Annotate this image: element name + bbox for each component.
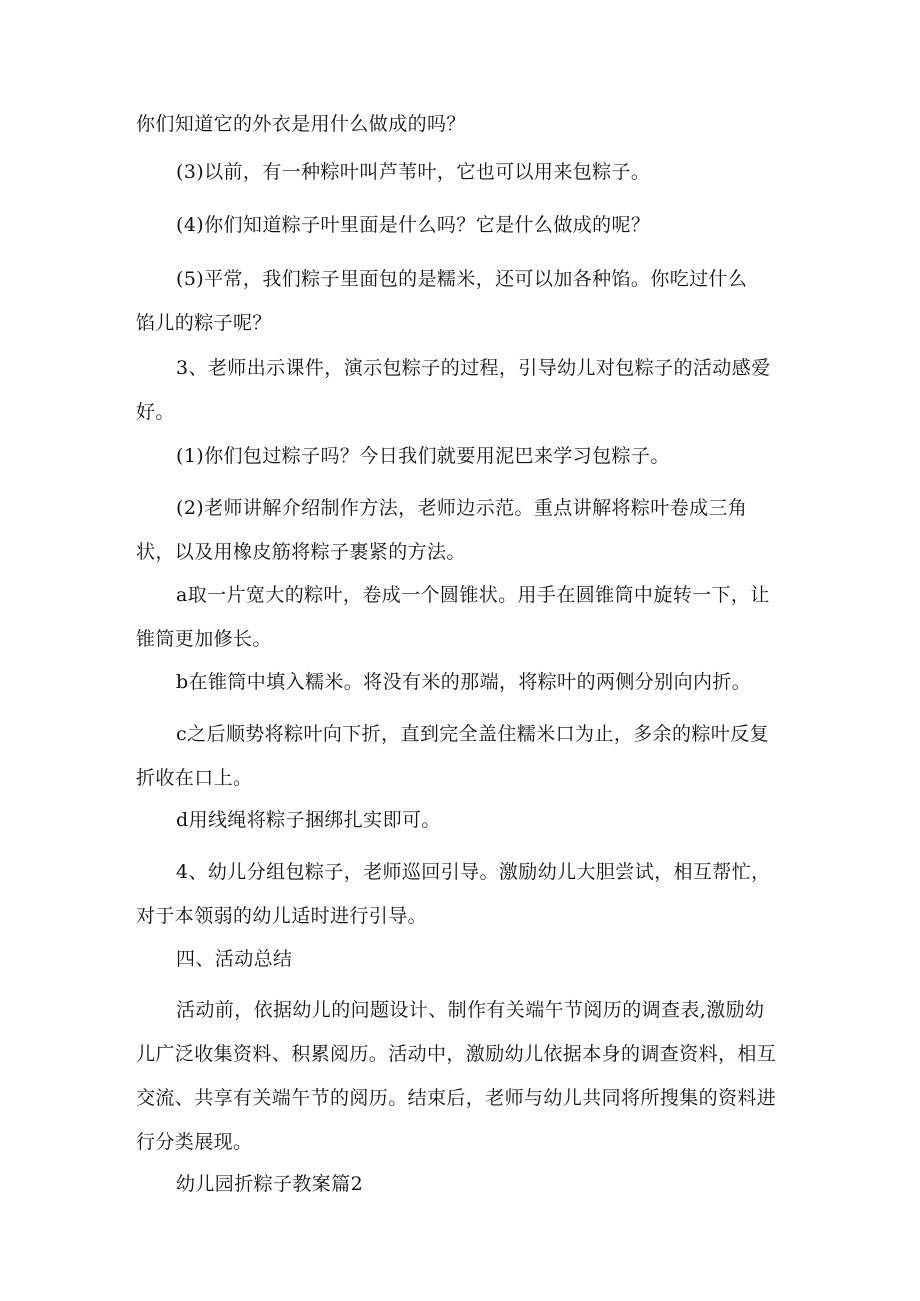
paragraph-step-c bbox=[136, 712, 796, 800]
text-line: d用线绳将粽子捆绑扎实即可。 bbox=[176, 809, 441, 831]
paragraph-step-d bbox=[136, 798, 796, 842]
paragraph-summary bbox=[136, 988, 796, 1164]
text-line: 锥筒更加修长。 bbox=[136, 628, 272, 650]
text-line: 活动前，依据幼儿的问题设计、制作有关端午节阅历的调查表,激励幼 bbox=[176, 999, 765, 1021]
text-line: 3、老师出示课件，演示包粽子的过程，引导幼儿对包粽子的活动感爱 bbox=[176, 357, 771, 379]
paragraph-item-1 bbox=[136, 434, 796, 478]
paragraph-step-b bbox=[136, 660, 796, 704]
text-line: 馅儿的粽子呢？ bbox=[136, 312, 272, 334]
text-line: c之后顺势将粽叶向下折，直到完全盖住糯米口为止，多余的粽叶反复 bbox=[176, 723, 770, 745]
text-line: (1)你们包过粽子吗？今日我们就要用泥巴来学习包粽子。 bbox=[176, 445, 670, 467]
text-line: (2)老师讲解介绍制作方法，老师边示范。重点讲解将粽叶卷成三角 bbox=[176, 497, 748, 519]
text-line: (4)你们知道粽子叶里面是什么吗？它是什么做成的呢？ bbox=[176, 214, 651, 236]
section-heading bbox=[136, 937, 796, 981]
text-line: (5)平常，我们粽子里面包的是糯米，还可以加各种馅。你吃过什么 bbox=[176, 268, 748, 290]
text-line: a取一片宽大的粽叶，卷成一个圆锥状。用手在圆锥筒中旋转一下，让 bbox=[176, 584, 770, 606]
text-line: 折收在口上。 bbox=[136, 767, 253, 789]
text-line: 4、幼儿分组包粽子，老师巡回引导。激励幼儿大胆尝试，相互帮忙， bbox=[176, 861, 771, 883]
text-line: 状，以及用橡皮筋将粽子裹紧的方法。 bbox=[136, 541, 466, 563]
paragraph-continuation bbox=[136, 102, 796, 146]
text-line: 交流、共享有关端午节的阅历。结束后，老师与幼儿共同将所搜集的资料进 bbox=[136, 1087, 777, 1109]
paragraph-item-4 bbox=[136, 203, 796, 247]
text-line: 儿广泛收集资料、积累阅历。活动中，激励幼儿依据本身的调查资料，相互 bbox=[136, 1043, 777, 1065]
paragraph-step-a bbox=[136, 573, 796, 661]
paragraph-item-2 bbox=[136, 486, 796, 574]
paragraph-item-5 bbox=[136, 257, 796, 345]
text-line: 幼儿园折粽子教案篇2 bbox=[176, 1173, 364, 1195]
paragraph-item-3 bbox=[136, 150, 796, 194]
text-line: 行分类展现。 bbox=[136, 1131, 253, 1153]
text-line: b在锥筒中填入糯米。将没有米的那端，将粽叶的两侧分别向内折。 bbox=[176, 671, 752, 693]
text-line: 对于本领弱的幼儿适时进行引导。 bbox=[136, 905, 428, 927]
text-line: 你们知道它的外衣是用什么做成的吗？ bbox=[136, 113, 466, 135]
text-line: 四、活动总结 bbox=[176, 948, 293, 970]
next-section-title bbox=[136, 1162, 796, 1206]
paragraph-step-4 bbox=[136, 850, 796, 938]
paragraph-step-3 bbox=[136, 346, 796, 434]
text-line: (3)以前，有一种粽叶叫芦苇叶，它也可以用来包粽子。 bbox=[176, 161, 651, 183]
text-line: 好。 bbox=[136, 401, 175, 423]
